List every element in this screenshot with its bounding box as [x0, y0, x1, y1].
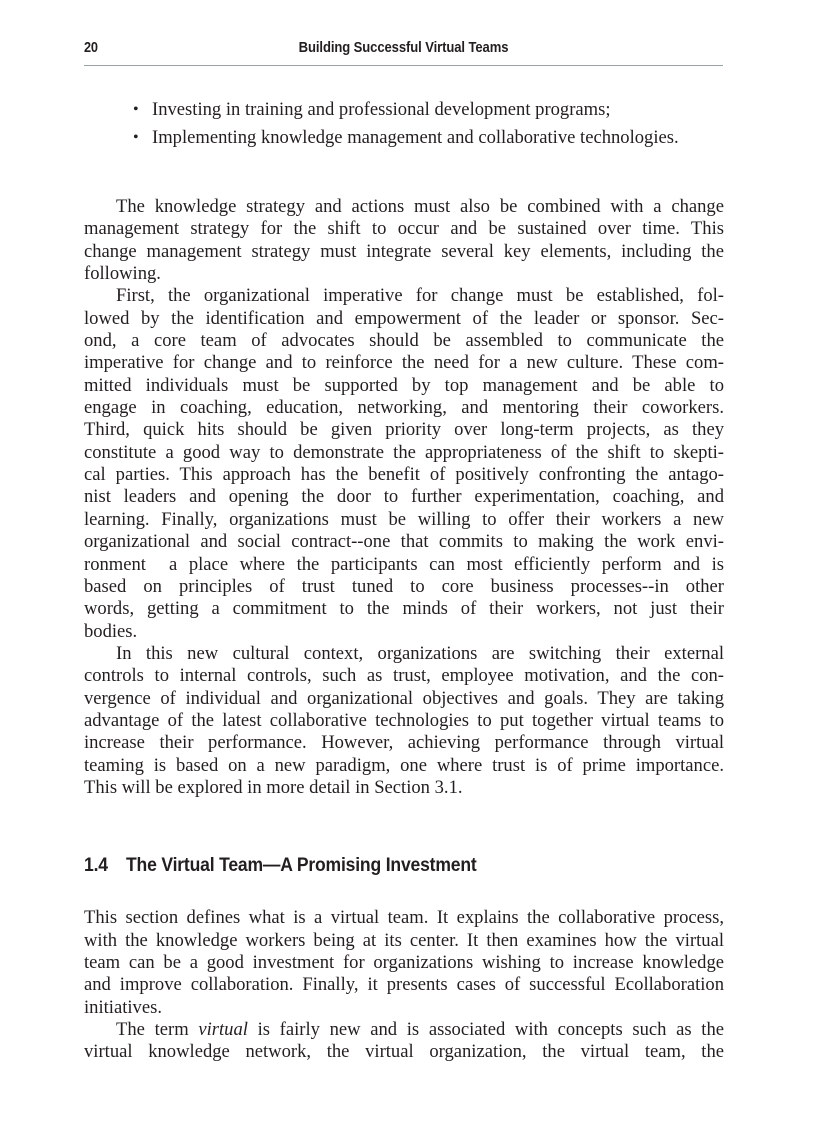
book-title-text: Building Successful Virtual Teams [299, 40, 509, 56]
cultural-context-paragraph: In this new cultural context, organizations are switching their external controls to internal controls, such as trust, employee motivation, and the con- vergence of individual and organizational objectives and goals. They are taking advantage of the latest collaborative technologies to put together virtual teams to increase their performance. However, achieving performance through virtual teaming is based on a new paradigm, one where trust is of prime importance. This will be explored in more detail in Section 3.1. [84, 642, 724, 798]
spacer [84, 799, 724, 854]
change-elements-paragraph: First, the organizational imperative for change must be established, fol- lowed by the identification and empowerment of the leader or sponsor. Sec- ond, a core team of advocates should be assembled to communicate the imperative for change and to reinforce the need for a new culture. These com- mitted individuals must be supported by top management and be able to engage in coaching, education, networking, and mentoring their coworkers. Third, quick hits should be given priority over long-term projects, as they constitute a good way to demonstrate the appropriateness of the shift to skepti- cal parties. This approach has the benefit of positively confronting the antago- nist leaders and opening the door to further experimentation, coaching, and learning. Finally, organizations must be willing to offer their workers a new organizational and social contract--one that commits to making the work envi- ronment a place where the participants can most efficiently perform and is based on principles of trust tuned to core business processes--in other words, getting a commitment to the minds of their workers, not just their bodies. [84, 285, 724, 642]
knowledge-strategy-paragraph: The knowledge strategy and actions must also be combined with a change management strategy for the shift to occur and be sustained over time. This change management strategy must integrate several key elements, including the following. [84, 196, 724, 285]
page-content [84, 96, 724, 1064]
section-intro-paragraph: This section defines what is a virtual team. It explains the collaborative process, with the knowledge workers being at its center. It then examines how the virtual team can be a good investment for organizations wishing to increase knowledge and improve collaboration. Finally, it presents cases of successful Ecollaboration initiatives. [84, 907, 724, 1018]
virtual-term-paragraph [84, 1019, 724, 1064]
header-divider [84, 65, 723, 66]
virtual-term-emphasis: virtual [198, 1019, 248, 1040]
book-title [84, 40, 724, 56]
virtual-term-post: is fairly new and is associated with concepts such as the [247, 1019, 724, 1040]
list-item-label: Implementing knowledge management and collaborative technologies. [152, 127, 679, 148]
section-heading [84, 854, 724, 877]
virtual-term-line-1 [84, 1019, 724, 1041]
running-header [84, 40, 724, 64]
spacer [84, 152, 724, 196]
section-title: The Virtual Team—A Promising Investment [126, 854, 477, 877]
list-item [84, 96, 724, 124]
list-item [84, 124, 724, 152]
list-item-label: Investing in training and professional development programs; [152, 99, 611, 120]
spacer [84, 877, 724, 907]
bullet-icon: • [133, 129, 139, 146]
page-number: 20 [84, 40, 98, 56]
virtual-term-pre: The term [116, 1019, 199, 1040]
section-number: 1.4 [84, 854, 108, 877]
virtual-term-line-2: virtual knowledge network, the virtual organization, the virtual team, the [84, 1041, 724, 1063]
bullet-list [84, 96, 724, 152]
bullet-icon: • [133, 101, 139, 118]
